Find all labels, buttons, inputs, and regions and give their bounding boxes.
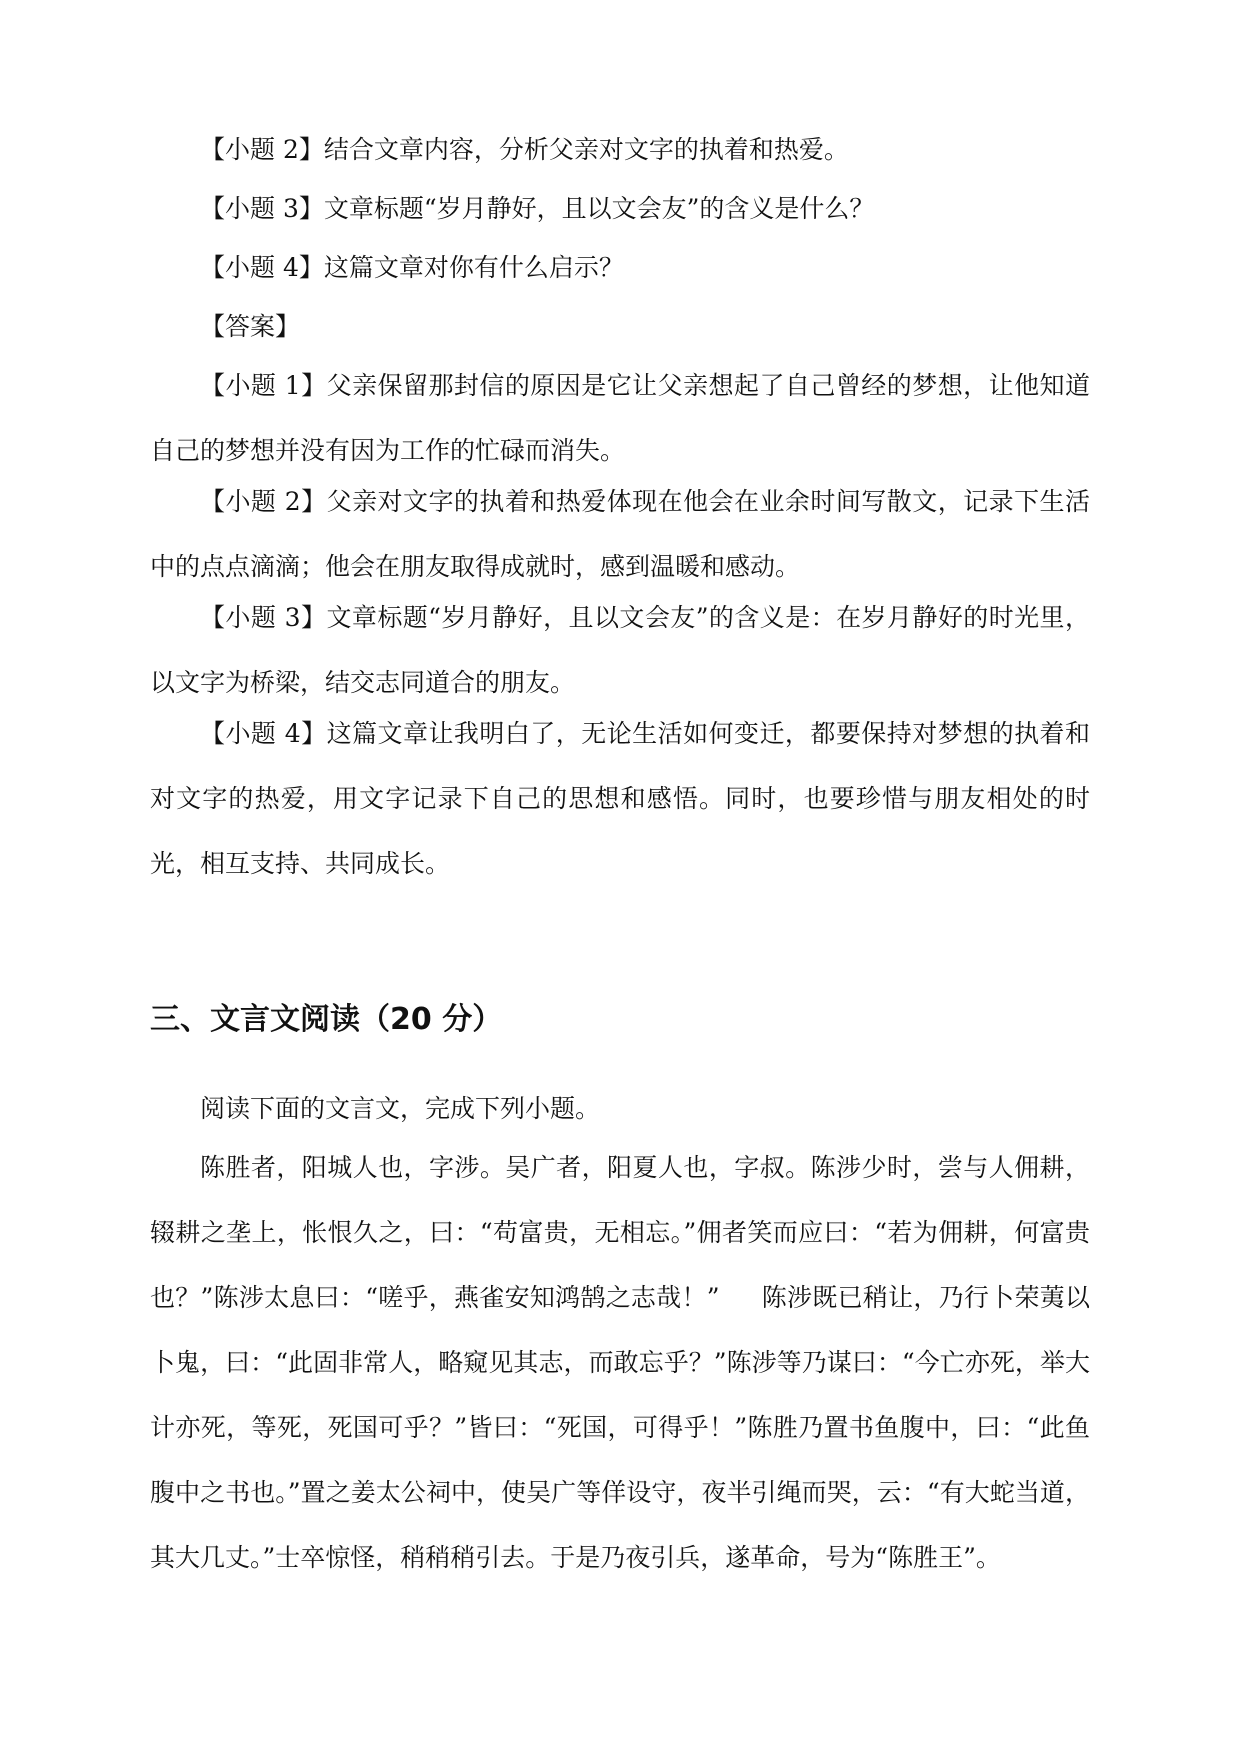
answer-4: 【小题 4】这篇文章让我明白了，无论生活如何变迁，都要保持对梦想的执着和对文字的热爱，用文字记录下自己的思想和感悟。同时，也要珍惜与朋友相处的时光，相互支持、共同成长。 [150,719,1090,878]
answer-2: 【小题 2】父亲对文字的执着和热爱体现在他会在业余时间写散文，记录下生活中的点点滴滴；他会在朋友取得成就时，感到温暖和感动。 [150,487,1090,581]
reading-instruction: 阅读下面的文言文，完成下列小题。 [200,1094,601,1123]
classical-text [150,1135,1090,1590]
classical-text-part-2: 陈涉既已稍让，乃行卜荣荑以卜鬼，曰：“此固非常人，略窥见其志，而敢忘乎？”陈涉等乃谋曰：“今亡亦死，举大计亦死，等死，死国可乎？”皆曰：“死国，可得乎！”陈胜乃置书鱼腹中，曰：“此鱼腹中之书也。”置之姜太公祠中，使吴广等佯设守，夜半引绳而哭，云：“有大蛇当道，其大几丈。”士卒惊怪，稍稍稍引去。于是乃夜引兵，遂革命，号为“陈胜王”。 [150,1283,1090,1572]
answer-3: 【小题 3】文章标题“岁月静好，且以文会友”的含义是：在岁月静好的时光里，以文字为桥梁，结交志同道合的朋友。 [150,603,1090,697]
answer-label: 【答案】 [200,312,301,341]
classical-text-part-1: 陈胜者，阳城人也，字涉。吴广者，阳夏人也，字叔。陈涉少时，尝与人佣耕，辍耕之垄上，怅恨久之，曰：“苟富贵，无相忘。”佣者笑而应曰：“若为佣耕，何富贵也？”陈涉太息曰：“嗟乎，燕雀安知鸿鹄之志哉！” [150,1153,1090,1312]
question-4: 【小题 4】这篇文章对你有什么启示？ [200,253,624,282]
question-2: 【小题 2】结合文章内容，分析父亲对文字的执着和热爱。 [200,135,849,164]
section-heading: 三、文言文阅读（20 分） [150,1002,503,1037]
answer-1: 【小题 1】父亲保留那封信的原因是它让父亲想起了自己曾经的梦想，让他知道自己的梦想并没有因为工作的忙碌而消失。 [150,371,1090,465]
question-3: 【小题 3】文章标题“岁月静好，且以文会友”的含义是什么？ [200,194,875,223]
